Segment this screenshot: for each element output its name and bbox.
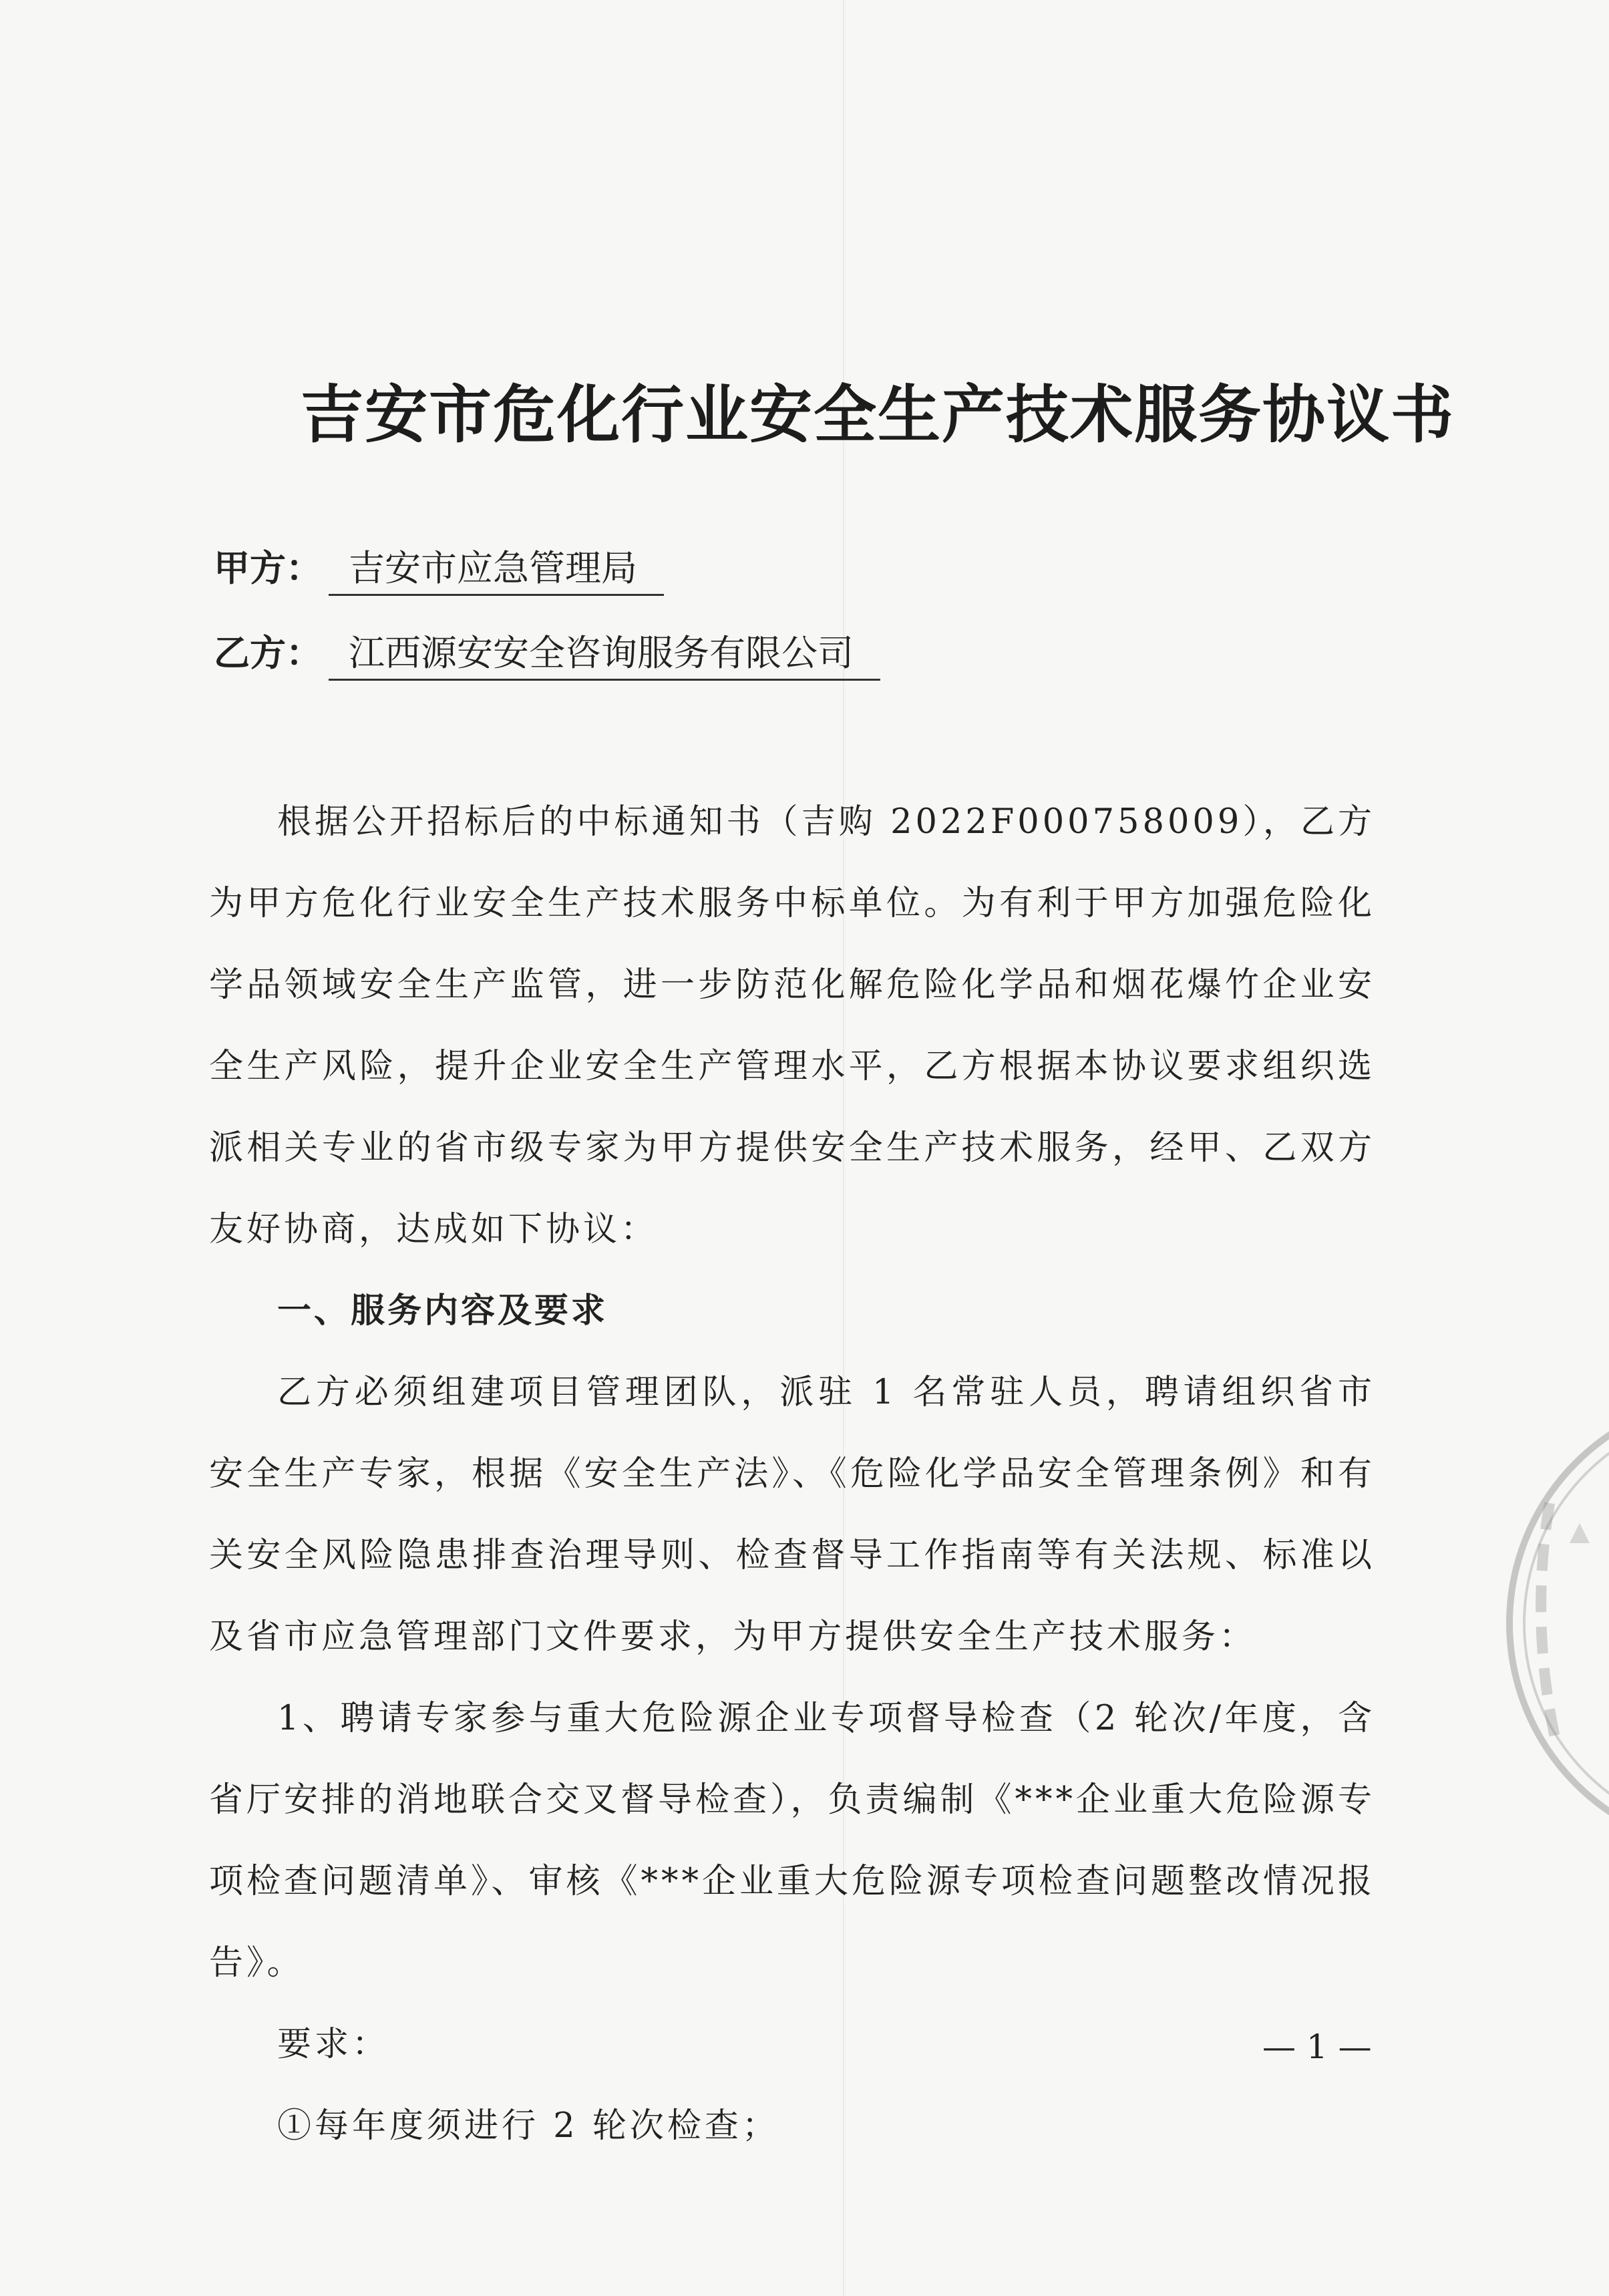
page-number: — 1 —	[1262, 2027, 1372, 2066]
party-a	[214, 540, 664, 596]
service-paragraph: 乙方必须组建项目管理团队，派驻 1 名常驻人员，聘请组织省市安全生产专家，根据《安全生产法》、《危险化学品安全管理条例》和有关安全风险隐患排查治理导则、检查督导工作指南等有关法规、标准以及省市应急管理部门文件要求，为甲方提供安全生产技术服务：	[209, 1373, 1375, 1657]
intro-paragraph: 根据公开招标后的中标通知书（吉购 2022F000758009），乙方为甲方危化行业安全生产技术服务中标单位。为有利于甲方加强危险化学品领域安全生产监管，进一步防范化解危险化学品和烟花爆竹企业安全生产风险，提升企业安全生产管理水平，乙方根据本协议要求组织选派相关专业的省市级专家为甲方提供安全生产技术服务，经甲、乙双方友好协商，达成如下协议：	[209, 802, 1375, 1249]
document-body	[209, 782, 1375, 2167]
party-b-value: 江西源安安全咨询服务有限公司	[329, 625, 880, 681]
item-1-paragraph: 1、聘请专家参与重大危险源企业专项督导检查（2 轮次/年度，含省厅安排的消地联合交叉督导检查），负责编制《***企业重大危险源专项检查问题清单》、审核《***企业重大危险源专项检查问题整改情况报告》。	[209, 1699, 1376, 1983]
party-a-label: 甲方：	[214, 547, 322, 589]
party-a-value: 吉安市应急管理局	[329, 540, 664, 596]
requirement-1: ①每年度须进行 2 轮次检查；	[277, 2106, 779, 2146]
party-b	[214, 625, 880, 681]
section-heading-service: 一、服务内容及要求	[277, 1291, 608, 1331]
requirements-label: 要求：	[277, 2025, 390, 2064]
document-title: 吉安市危化行业安全生产技术服务协议书	[301, 379, 1455, 452]
official-seal-stamp	[1469, 1303, 1609, 1971]
party-b-label: 乙方：	[214, 632, 322, 674]
